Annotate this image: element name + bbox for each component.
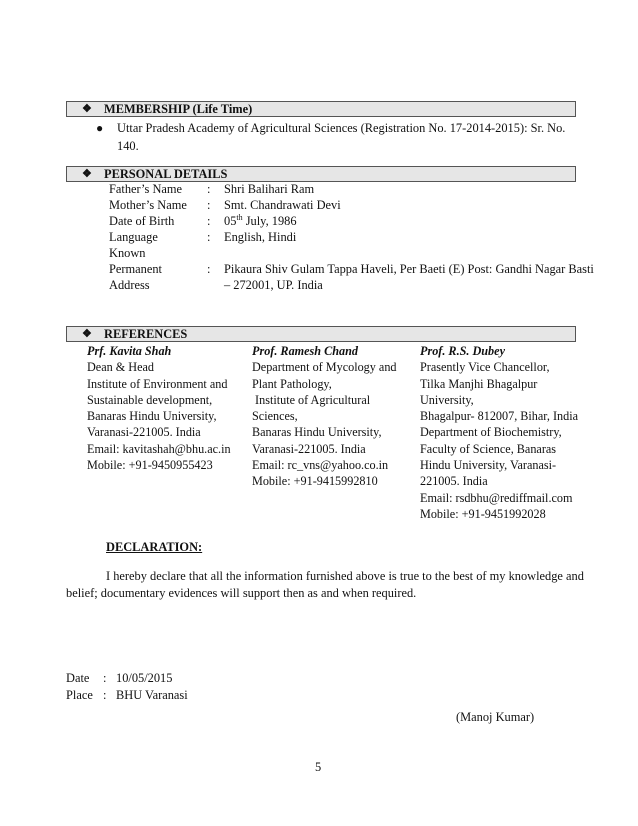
separator: : [207,262,211,276]
reference-1-line: Dean & Head [87,360,155,375]
date-value: 10/05/2015 [116,671,173,685]
bullet-icon: ● [96,121,104,135]
reference-3-line: Hindu University, Varanasi- [420,458,557,473]
mothers-name-row [109,197,609,213]
reference-2-email: Email: rc_vns@yahoo.co.in [252,458,389,473]
reference-2-line: Sciences, [252,409,298,424]
diamond-bullet-icon: ❖ [82,168,92,180]
reference-3-line: University, [420,392,474,407]
reference-1-line: Varanasi-221005. India [87,425,201,440]
address-line1: Pikaura Shiv Gulam Tappa Haveli, Per Baeti (E) Post: Gandhi Nagar Basti [224,262,594,276]
reference-2-line: Department of Mycology and [252,360,397,375]
reference-3-name: Prof. R.S. Dubey [420,344,505,358]
diamond-bullet-icon: ❖ [82,328,92,340]
language-label-cont: Known [109,246,146,260]
reference-3-line: Department of Biochemistry, [420,425,562,440]
reference-1-email: Email: kavitashah@bhu.ac.in [87,441,231,456]
fathers-name-row [109,181,609,197]
address-row-cont [109,277,609,293]
separator: : [103,671,107,685]
mothers-name-value: Smt. Chandrawati Devi [224,198,341,212]
dob-label: Date of Birth [109,214,175,228]
reference-2-mobile: Mobile: +91-9415992810 [252,474,378,489]
reference-3-mobile: Mobile: +91-9451992028 [420,506,546,521]
membership-section-header [66,101,576,117]
address-label-cont: Address [109,278,150,292]
separator: : [207,182,211,196]
reference-1-name: Prf. Kavita Shah [87,344,172,358]
reference-1 [87,343,231,473]
reference-3-line: 221005. India [420,474,488,489]
reference-3 [420,343,578,522]
membership-item-line2: 140. [117,139,139,153]
reference-2-line: Plant Pathology, [252,376,332,391]
language-label: Language [109,230,158,244]
reference-3-line: Faculty of Science, Banaras [420,441,557,456]
personal-section-header [66,166,576,182]
membership-item-line1: Uttar Pradesh Academy of Agricultural Sciences (Registration No. 17-2014-2015): Sr. No. [117,121,566,135]
reference-2-line: Institute of Agricultural [252,392,371,407]
page-number: 5 [315,760,322,774]
membership-title: MEMBERSHIP (Life Time) [104,102,253,116]
reference-3-line: Bhagalpur- 812007, Bihar, India [420,409,579,424]
place-label: Place [66,688,93,702]
reference-1-line: Banaras Hindu University, [87,409,217,424]
references-section-header [66,326,576,342]
dob-value [224,213,297,229]
reference-2-line: Banaras Hindu University, [252,425,382,440]
separator: : [207,198,211,212]
reference-1-mobile: Mobile: +91-9450955423 [87,458,213,473]
dob-day: 05 [224,214,237,228]
signature-name: (Manoj Kumar) [456,710,535,724]
language-row-cont [109,245,609,261]
address-label: Permanent [109,262,162,276]
reference-1-line: Sustainable development, [87,392,213,407]
place-row [66,687,266,704]
date-label: Date [66,671,90,685]
dob-suffix: th [236,213,243,222]
declaration-title: DECLARATION: [106,540,203,554]
reference-3-email: Email: rsdbhu@rediffmail.com [420,490,573,505]
language-row [109,229,609,245]
declaration-body: I hereby declare that all the information furnished above is true to the best of my knowledge and belief; documentary evidences will support then as and when required. [66,569,584,600]
mothers-name-label: Mother’s Name [109,198,187,212]
separator: : [207,230,211,244]
dob-row [109,213,609,229]
address-row [109,261,609,277]
place-value: BHU Varanasi [116,688,188,702]
fathers-name-value: Shri Balihari Ram [224,182,315,196]
fathers-name-label: Father’s Name [109,182,183,196]
address-line2: – 272001, UP. India [224,278,323,292]
language-value: English, Hindi [224,230,297,244]
diamond-bullet-icon: ❖ [82,103,92,115]
reference-2-name: Prof. Ramesh Chand [252,344,358,358]
separator: : [207,214,211,228]
reference-2-line: Varanasi-221005. India [252,441,366,456]
reference-3-line: Prasently Vice Chancellor, [420,360,550,375]
separator: : [103,688,107,702]
date-row [66,670,266,687]
reference-2 [252,343,397,490]
reference-1-line: Institute of Environment and [87,376,228,391]
personal-title: PERSONAL DETAILS [104,167,228,181]
references-title: REFERENCES [104,327,188,341]
dob-month-year: July, 1986 [242,214,297,228]
reference-3-line: Tilka Manjhi Bhagalpur [420,376,538,391]
